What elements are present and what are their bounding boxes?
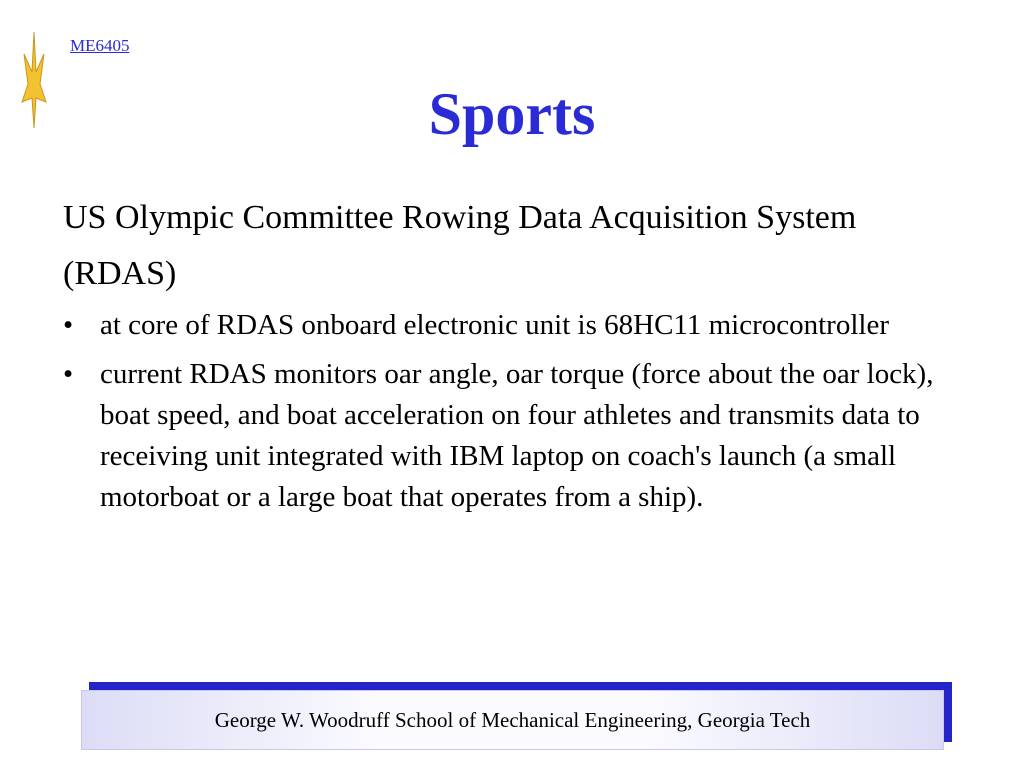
body-heading: US Olympic Committee Rowing Data Acquisition System (RDAS) <box>63 199 857 292</box>
bullet-point-icon: • <box>63 358 74 390</box>
footer-banner <box>81 690 944 750</box>
bullet-item <box>63 305 973 346</box>
course-code[interactable]: ME6405 <box>70 36 130 55</box>
bullet-list <box>63 305 973 526</box>
footer-text: George W. Woodruff School of Mechanical Engineering, Georgia Tech <box>214 707 811 732</box>
bullet-point-icon: • <box>63 309 74 341</box>
slide-title: Sports <box>428 81 596 147</box>
bullet-text: current RDAS monitors oar angle, oar torque (force about the oar lock), boat speed, and boat acceleration on four athletes and transmits data to receiving unit integrated with IBM laptop on coach's launch (a small motorboat or a large boat that operates from a ship). <box>100 358 934 513</box>
bullet-item <box>63 354 973 518</box>
bullet-text: at core of RDAS onboard electronic unit is 68HC11 microcontroller <box>100 309 889 341</box>
